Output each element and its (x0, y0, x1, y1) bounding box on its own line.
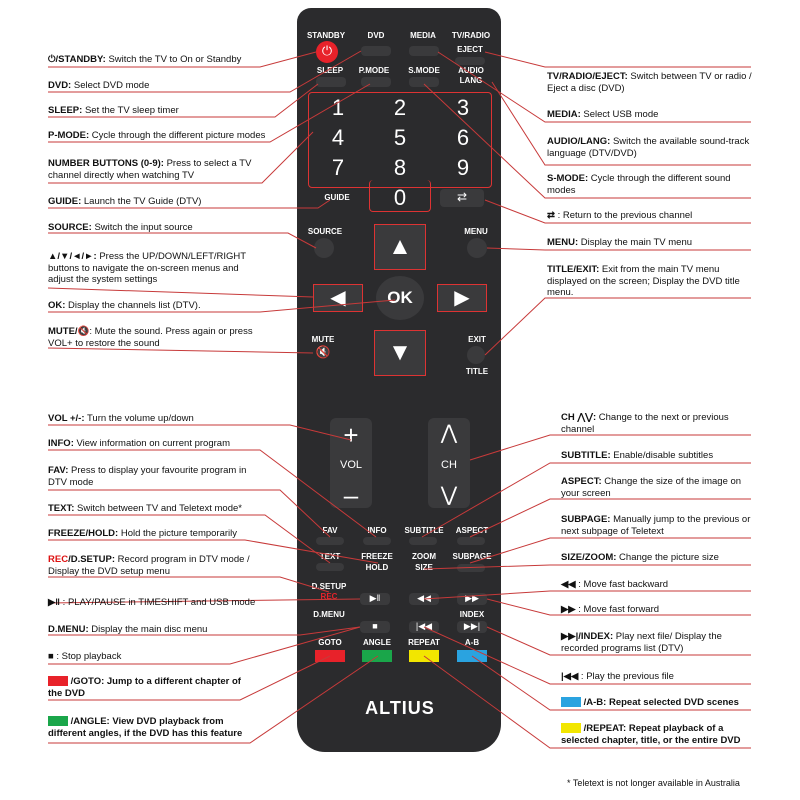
annotation-audio-lang: AUDIO/LANG: Switch the available sound-track language (DTV/DVD) (547, 136, 750, 159)
number-2-button[interactable]: 2 (393, 95, 407, 120)
annotation-rewind: ◀◀ : Move fast backward (561, 579, 669, 590)
number-6-button[interactable]: 6 (456, 125, 470, 150)
return-icon: ⇄ (456, 190, 468, 204)
annotation-size-zoom: SIZE/ZOOM: Change the picture size (561, 552, 719, 563)
annotation-dvd: DVD: Select DVD mode (48, 80, 150, 91)
rec-label: REC (320, 592, 338, 601)
annotation-subtitle: SUBTITLE: Enable/disable subtitles (561, 450, 714, 461)
fast-forward-button[interactable] (457, 593, 487, 605)
annotation-ch: CH ⋀⋁: Change to the next or previous channel (561, 412, 729, 435)
play-pause-button[interactable] (360, 593, 390, 605)
blue-swatch-icon (561, 697, 581, 707)
subtitle-button[interactable] (409, 537, 437, 545)
dsetup-label: D.SETUP (311, 582, 347, 591)
annotation-return: ⇄ : Return to the previous channel (547, 210, 693, 221)
annotation-angle: /ANGLE: View DVD playback from different angles, if the DVD has this feature (48, 716, 243, 739)
left-arrow-icon: ◀ (330, 287, 346, 309)
annotation-next-index: ▶▶|/INDEX: Play next file/ Display the recorded programs list (DTV) (561, 631, 722, 654)
footnote: * Teletext is not longer available in Australia (567, 778, 740, 788)
annotation-tv-radio-eject: TV/RADIO/EJECT: Switch between TV or radio / Eject a disc (DVD) (547, 71, 752, 94)
dmenu-label: D.MENU (313, 610, 345, 619)
yellow-repeat-button[interactable] (409, 650, 439, 662)
aspect-button[interactable] (457, 537, 485, 545)
annotation-subpage: SUBPAGE: Manually jump to the previous or next subpage of Teletext (561, 514, 751, 537)
right-arrow-icon: ▶ (454, 287, 470, 309)
mute-button[interactable] (313, 345, 333, 361)
sleep-button[interactable] (316, 77, 346, 87)
exit-title-button[interactable] (467, 346, 485, 364)
annotation-previous: |◀◀ : Play the previous file (561, 671, 674, 682)
next-icon: ▶▶| (463, 621, 481, 631)
ok-label: OK (387, 288, 413, 307)
mute-icon: 🔇 (315, 345, 331, 359)
exit-label: EXIT (468, 335, 486, 344)
annotation-rec-dsetup: REC/D.SETUP: Record program in DTV mode / Display the DVD setup menu (48, 554, 250, 577)
dvd-button[interactable] (361, 46, 391, 56)
green-angle-button[interactable] (362, 650, 392, 662)
goto-label: GOTO (318, 638, 342, 647)
sleep-label: SLEEP (316, 66, 344, 75)
menu-label: MENU (464, 227, 488, 236)
fav-button[interactable] (316, 537, 344, 545)
ch-label: CH (441, 459, 457, 471)
media-button[interactable] (409, 46, 439, 56)
number-8-button[interactable]: 8 (393, 155, 407, 180)
annotation-pmode: P-MODE: Cycle through the different picture modes (48, 130, 266, 141)
fav-label: FAV (322, 526, 338, 535)
next-button[interactable] (457, 621, 487, 633)
subpage-button[interactable] (457, 564, 485, 572)
text-button[interactable] (316, 563, 344, 571)
info-button[interactable] (363, 537, 391, 545)
annotation-smode: S-MODE: Cycle through the different sound modes (547, 173, 731, 196)
right-arrow-button[interactable] (437, 284, 487, 312)
annotation-goto: /GOTO: Jump to a different chapter of the DVD (48, 676, 241, 699)
return-button[interactable] (440, 189, 484, 207)
annotation-repeat: /REPEAT: Repeat playback of a selected chapter, title, or the entire DVD (561, 723, 741, 746)
freeze-label: FREEZE (361, 552, 393, 561)
annotation-media: MEDIA: Select USB mode (547, 109, 659, 120)
mute-label: MUTE (311, 335, 335, 344)
annotation-info: INFO: View information on current program (48, 438, 230, 449)
annotation-fast-forward: ▶▶ : Move fast forward (561, 604, 660, 615)
lang-label: LANG (459, 76, 483, 85)
annotation-vol: VOL +/-: Turn the volume up/down (48, 413, 194, 424)
down-arrow-button[interactable] (374, 330, 426, 376)
index-label: INDEX (459, 610, 485, 619)
number-7-button[interactable]: 7 (331, 155, 345, 180)
annotation-sleep: SLEEP: Set the TV sleep timer (48, 105, 179, 116)
annotation-ab: /A-B: Repeat selected DVD scenes (561, 697, 757, 709)
red-goto-button[interactable] (315, 650, 345, 662)
fast-forward-icon: ▶▶ (465, 593, 479, 603)
media-label: MEDIA (410, 31, 436, 40)
green-swatch-icon (48, 716, 68, 726)
size-label: SIZE (415, 563, 433, 572)
annotation-menu: MENU: Display the main TV menu (547, 237, 693, 248)
standby-label: STANDBY (306, 31, 346, 40)
previous-button[interactable] (409, 621, 439, 633)
annotation-stop: ■ : Stop playback (48, 651, 122, 662)
previous-icon: |◀◀ (415, 621, 433, 631)
left-arrow-button[interactable] (313, 284, 363, 312)
chevron-down-icon: ⋁ (440, 484, 458, 506)
annotation-arrows: ▲/▼/◄/►: Press the UP/DOWN/LEFT/RIGHT buttons to navigate the on-screen menus and adjust the system settings (48, 251, 246, 285)
vol-label: VOL (339, 459, 362, 471)
blue-ab-button[interactable] (457, 650, 487, 662)
text-label: TEXT (319, 552, 341, 561)
title-label: TITLE (465, 367, 489, 376)
annotation-number-buttons: NUMBER BUTTONS (0-9): Press to select a TV channel directly when watching TV (48, 158, 252, 181)
annotation-mute: MUTE/🔇: Mute the sound. Press again or press VOL+ to restore the sound (48, 326, 253, 349)
pmode-label: P.MODE (358, 66, 390, 75)
menu-button[interactable] (467, 238, 487, 258)
red-swatch-icon (48, 676, 68, 686)
audio-label: AUDIO (458, 66, 484, 75)
source-label: SOURCE (307, 227, 343, 236)
rewind-button[interactable] (409, 593, 439, 605)
stop-button[interactable] (360, 621, 390, 633)
eject-label: EJECT (457, 45, 483, 54)
annotation-freeze-hold: FREEZE/HOLD: Hold the picture temporarily (48, 528, 238, 539)
tv-radio-eject-button[interactable] (455, 57, 485, 65)
up-arrow-button[interactable] (374, 224, 426, 270)
smode-label: S.MODE (408, 66, 440, 75)
smode-button[interactable] (409, 77, 439, 87)
minus-icon: – (343, 480, 359, 510)
number-1-button[interactable]: 1 (331, 95, 345, 120)
stop-icon: ■ (372, 621, 378, 631)
annotation-aspect: ASPECT: Change the size of the image on your screen (561, 476, 742, 499)
up-arrow-icon: ▲ (388, 233, 412, 260)
annotation-standby: ⏻/STANDBY: Switch the TV to On or Standby (48, 54, 242, 65)
source-button[interactable] (314, 238, 334, 258)
annotation-source: SOURCE: Switch the input source (48, 222, 193, 233)
plus-icon: + (343, 420, 359, 450)
rewind-icon: ◀◀ (417, 593, 431, 603)
pmode-button[interactable] (361, 77, 391, 87)
power-icon: ⏻ (321, 43, 333, 58)
number-4-button[interactable]: 4 (331, 125, 345, 150)
number-5-button[interactable]: 5 (393, 125, 407, 150)
chevron-up-icon: ⋀ (440, 422, 458, 444)
angle-label: ANGLE (363, 638, 391, 647)
number-9-button[interactable]: 9 (456, 155, 470, 180)
zoom-label: ZOOM (412, 552, 436, 561)
aspect-label: ASPECT (455, 526, 489, 535)
number-0-button[interactable]: 0 (393, 185, 407, 210)
annotation-text: TEXT: Switch between TV and Teletext mode* (48, 503, 242, 514)
tv-radio-label: TV/RADIO (451, 31, 491, 40)
subtitle-label: SUBTITLE (404, 526, 444, 535)
subpage-label: SUBPAGE (452, 552, 492, 561)
info-label: INFO (367, 526, 387, 535)
annotation-dmenu: D.MENU: Display the main disc menu (48, 624, 208, 635)
brand-logo: ALTIUS (365, 698, 435, 718)
repeat-label: REPEAT (408, 638, 440, 647)
power-button[interactable] (316, 41, 338, 63)
annotation-fav: FAV: Press to display your favourite program in DTV mode (48, 465, 247, 488)
yellow-swatch-icon (561, 723, 581, 733)
annotation-ok: OK: Display the channels list (DTV). (48, 300, 201, 311)
ab-label: A-B (464, 638, 480, 647)
annotation-play-pause: ▶‖ : PLAY/PAUSE in TIMESHIFT and USB mode (48, 597, 256, 608)
dvd-label: DVD (367, 31, 385, 40)
guide-label: GUIDE (324, 193, 350, 202)
annotation-guide: GUIDE: Launch the TV Guide (DTV) (48, 196, 202, 207)
play-pause-icon: ▶‖ (369, 593, 381, 603)
down-arrow-icon: ▼ (388, 339, 412, 366)
annotation-title-exit: TITLE/EXIT: Exit from the main TV menu displayed on the screen; Display the DVD title menu. (547, 264, 740, 298)
number-3-button[interactable]: 3 (456, 95, 470, 120)
hold-label: HOLD (365, 563, 389, 572)
